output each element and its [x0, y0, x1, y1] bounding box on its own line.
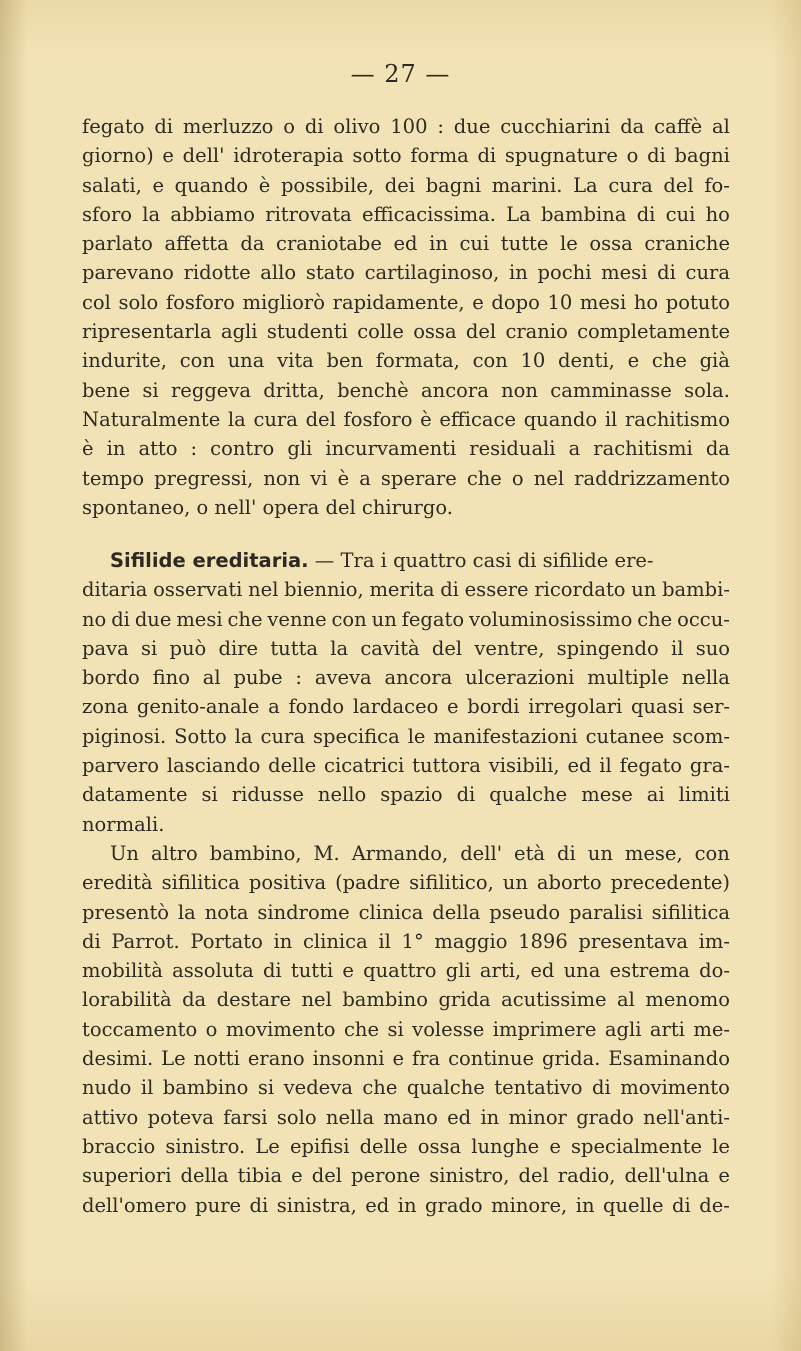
text-line: tempo pregressi, non vi è a sperare che o nel raddrizzamento — [82, 466, 730, 490]
text-line: dell'omero pure di sinistra, ed in grado minore, in quelle di de- — [82, 1193, 730, 1217]
text-line: datamente si ridusse nello spazio di qualche mese ai limiti — [82, 783, 730, 807]
text-line: di Parrot. Portato in clinica il 1° maggio 1896 presentava im- — [82, 929, 730, 953]
text-line: lorabilità da destare nel bambino grida acutissime al menomo — [82, 988, 730, 1012]
text-line: mobilità assoluta di tutti e quattro gli arti, ed una estrema do- — [82, 959, 730, 983]
text-line: bene si reggeva dritta, benchè ancora non camminasse sola. — [82, 378, 730, 402]
text-line: eredità sifilitica positiva (padre sifilitico, un aborto precedente) — [82, 871, 730, 895]
text-line: fegato di merluzzo o di olivo 100 : due cucchiarini da caffè al — [82, 115, 730, 138]
paragraph-1 — [82, 112, 730, 522]
text-line: ripresentarla agli studenti colle ossa del cranio completamente — [82, 320, 730, 344]
text-line: parlato affetta da craniotabe ed in cui tutte le ossa craniche — [82, 232, 730, 256]
paragraph-2 — [82, 546, 730, 839]
text-line: bordo fino al pube : aveva ancora ulcerazioni multiple nella — [82, 666, 730, 690]
text-line: salati, e quando è possibile, dei bagni marini. La cura del fo- — [82, 173, 730, 197]
text-line: parevano ridotte allo stato cartilaginoso, in pochi mesi di cura — [82, 261, 730, 285]
text-line: attivo poteva farsi solo nella mano ed in minor grado nell'anti- — [82, 1105, 730, 1129]
text-line: normali. — [82, 812, 165, 836]
text-line: col solo fosforo migliorò rapidamente, e dopo 10 mesi ho potuto — [82, 290, 730, 314]
text-line: no di due mesi che venne con un fegato voluminosissimo che occu- — [82, 607, 730, 631]
text-line: è in atto : contro gli incurvamenti residuali a rachitismi da — [82, 437, 730, 461]
text-line: Naturalmente la cura del fosforo è efficace quando il rachitismo — [82, 407, 730, 431]
text-line: desimi. Le notti erano insonni e fra continue grida. Esaminando — [82, 1047, 730, 1071]
text-line: parvero lasciando delle cicatrici tuttora visibili, ed il fegato gra- — [82, 754, 730, 778]
text-line: presentò la nota sindrome clinica della pseudo paralisi sifilitica — [82, 900, 730, 924]
page-number: — 27 — — [350, 60, 451, 88]
text-line: — Tra i quattro casi di sifilide ere- — [308, 549, 654, 572]
text-line: zona genito-anale a fondo lardaceo e bordi irregolari quasi ser- — [82, 695, 730, 719]
text-line: piginosi. Sotto la cura specifica le manifestazioni cutanee scom- — [82, 724, 730, 748]
text-line: indurite, con una vita ben formata, con 10 denti, e che già — [82, 349, 730, 373]
text-line: nudo il bambino si vedeva che qualche tentativo di movimento — [82, 1076, 730, 1100]
text-line: toccamento o movimento che si volesse imprimere agli arti me- — [82, 1017, 730, 1041]
text-line: spontaneo, o nell' opera del chirurgo. — [82, 495, 453, 519]
text-line: giorno) e dell' idroterapia sotto forma di spugnature o di bagni — [82, 144, 730, 168]
text-line: ditaria osservati nel biennio, merita di essere ricordato un bambi- — [82, 578, 730, 602]
text-line: pava si può dire tutta la cavità del ventre, spingendo il suo — [82, 636, 730, 660]
heading-line — [82, 546, 730, 575]
text-line: braccio sinistro. Le epifisi delle ossa lunghe e specialmente le — [82, 1134, 730, 1158]
section-heading: Sifilide ereditaria. — [110, 549, 309, 572]
text-line: sforo la abbiamo ritrovata efficacissima. La bambina di cui ho — [82, 202, 730, 226]
text-line: superiori della tibia e del perone sinistro, del radio, dell'ulna e — [82, 1164, 730, 1188]
text-line: Un altro bambino, M. Armando, dell' età di un mese, con — [110, 842, 730, 865]
paragraph-3 — [82, 839, 730, 1220]
